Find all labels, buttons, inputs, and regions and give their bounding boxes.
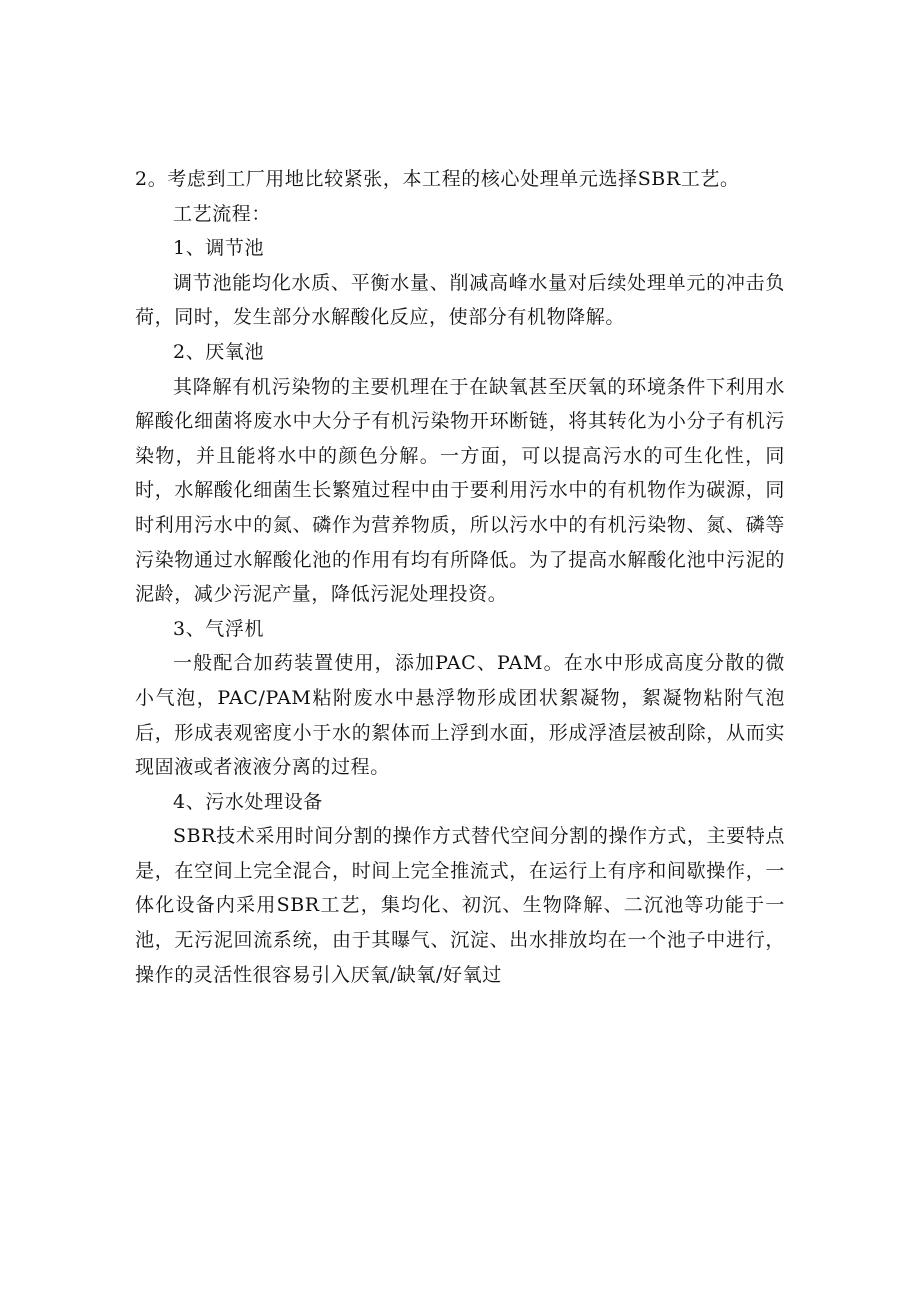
anaerobic-tank-paragraph: 其降解有机污染物的主要机理在于在缺氧甚至厌氧的环境条件下利用水解酸化细菌将废水中大分子有机污染物开环断链，将其转化为小分子有机污染物，并且能将水中的颜色分解。一方面，可以提高污水的可生化性，同时，水解酸化细菌生长繁殖过程中由于要利用污水中的有机物作为碳源，同时利用污水中的氮、磷作为营养物质，所以污水中的有机污染物、氮、磷等污染物通过水解酸化池的作用有均有所降低。为了提高水解酸化池中污泥的泥龄，减少污泥产量，降低污泥处理投资。 (135, 375, 785, 606)
process-flow-heading: 工艺流程： (173, 202, 272, 225)
treatment-equipment-paragraph: SBR技术采用时间分割的操作方式替代空间分割的操作方式，主要特点是，在空间上完全混合，时间上完全推流式，在运行上有序和间歇操作，一体化设备内采用SBR工艺，集均化、初沉、生物降解、二沉池等功能于一池，无污泥回流系统，由于其曝气、沉淀、出水排放均在一个池子中进行，操作的灵活性很容易引入厌氧/缺氧/好氧过 (135, 825, 785, 986)
intro-paragraph: 2。考虑到工厂用地比较紧张，本工程的核心处理单元选择SBR工艺。 (135, 168, 740, 190)
regulating-tank-paragraph: 调节池能均化水质、平衡水量、削减高峰水量对后续处理单元的冲击负荷，同时，发生部分水解酸化反应，使部分有机物降解。 (135, 271, 785, 329)
section-heading-regulating-tank: 1、调节池 (173, 237, 265, 260)
document-body (135, 162, 785, 992)
section-heading-air-flotation: 3、气浮机 (173, 617, 265, 640)
section-heading-anaerobic-tank: 2、厌氧池 (173, 340, 265, 363)
air-flotation-paragraph: 一般配合加药装置使用，添加PAC、PAM。在水中形成高度分散的微小气泡，PAC/PAM粘附废水中悬浮物形成团状絮凝物，絮凝物粘附气泡后，形成表观密度小于水的絮体而上浮到水面，形成浮渣层被刮除，从而实现固液或者液液分离的过程。 (135, 652, 785, 779)
section-heading-treatment-equipment: 4、污水处理设备 (173, 790, 323, 813)
